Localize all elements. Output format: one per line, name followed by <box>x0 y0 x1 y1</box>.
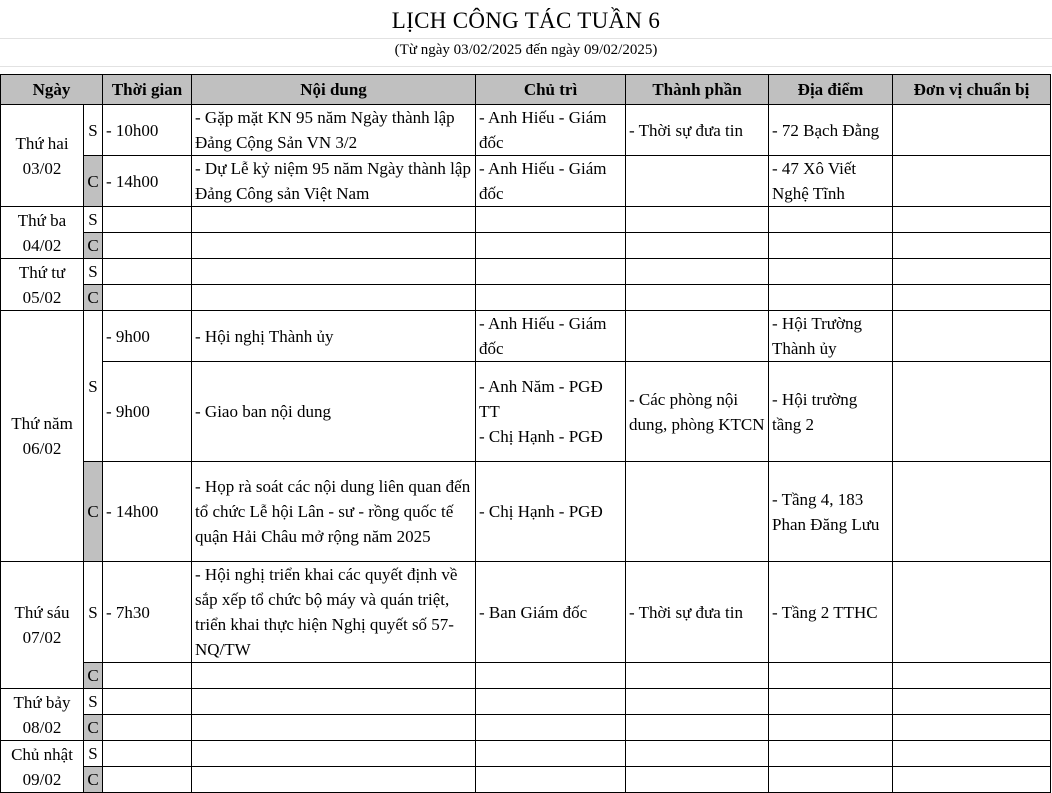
participants-cell: - Thời sự đưa tin <box>626 562 769 663</box>
day-cell <box>1 311 84 562</box>
table-row <box>1 156 1051 207</box>
session-afternoon: C <box>84 715 103 741</box>
header-time: Thời gian <box>103 75 192 105</box>
table-row <box>1 259 1051 285</box>
session-afternoon: C <box>84 285 103 311</box>
sheet-gridline <box>0 38 1052 39</box>
time-cell: - 9h00 <box>103 362 192 462</box>
day-date: 06/02 <box>22 439 62 458</box>
day-name: Thứ sáu <box>14 603 70 622</box>
host-line: - Chị Hạnh - PGĐ <box>479 427 603 446</box>
time-cell: - 14h00 <box>103 462 192 562</box>
session-afternoon: C <box>84 233 103 259</box>
table-row <box>1 562 1051 663</box>
day-name: Chủ nhật <box>11 744 73 764</box>
header-prep-unit: Đơn vị chuẩn bị <box>893 75 1051 105</box>
prep-cell <box>893 462 1051 562</box>
host-cell: - Anh Hiếu - Giám đốc <box>476 311 626 362</box>
day-cell <box>1 259 84 311</box>
header-row <box>1 75 1051 105</box>
content-cell: - Họp rà soát các nội dung liên quan đến tổ chức Lễ hội Lân - sư - rồng quốc tế quận Hải Châu mở rộng năm 2025 <box>192 462 476 562</box>
day-name: Thứ bảy <box>13 692 71 712</box>
participants-cell <box>626 156 769 207</box>
session-morning: S <box>84 105 103 156</box>
host-cell: - Anh Hiếu - Giám đốc <box>476 105 626 156</box>
table-row <box>1 233 1051 259</box>
table-row <box>1 285 1051 311</box>
host-cell <box>476 362 626 462</box>
day-date: 07/02 <box>22 628 62 647</box>
session-afternoon: C <box>84 156 103 207</box>
session-morning: S <box>84 562 103 663</box>
content-cell: - Giao ban nội dung <box>192 362 476 462</box>
table-row <box>1 462 1051 562</box>
day-cell <box>1 562 84 689</box>
day-date: 09/02 <box>22 769 62 789</box>
participants-cell: - Các phòng nội dung, phòng KTCN <box>626 362 769 462</box>
day-date: 04/02 <box>22 235 62 255</box>
host-line: - Anh Năm - PGĐ TT <box>479 377 603 421</box>
time-cell: - 10h00 <box>103 105 192 156</box>
time-cell: - 14h00 <box>103 156 192 207</box>
participants-cell <box>626 462 769 562</box>
day-date: 05/02 <box>22 287 62 307</box>
table-row <box>1 105 1051 156</box>
date-range-subtitle: (Từ ngày 03/02/2025 đến ngày 09/02/2025) <box>394 42 658 58</box>
schedule-table <box>0 74 1051 793</box>
location-cell: - Hội trường tầng 2 <box>769 362 893 462</box>
location-cell: - 47 Xô Viết Nghệ Tĩnh <box>769 156 893 207</box>
host-cell: - Anh Hiếu - Giám đốc <box>476 156 626 207</box>
prep-cell <box>893 562 1051 663</box>
header-location: Địa điểm <box>769 75 893 105</box>
content-cell: - Hội nghị Thành ủy <box>192 311 476 362</box>
participants-cell <box>626 311 769 362</box>
session-afternoon: C <box>84 462 103 562</box>
day-name: Thứ tư <box>18 262 66 282</box>
day-name: Thứ hai <box>15 133 69 153</box>
session-morning: S <box>84 689 103 715</box>
table-row <box>1 689 1051 715</box>
location-cell: - Tầng 4, 183 Phan Đăng Lưu <box>769 462 893 562</box>
day-name: Thứ ba <box>17 210 67 230</box>
table-row <box>1 715 1051 741</box>
day-cell <box>1 689 84 741</box>
sheet-gridline <box>0 66 1052 67</box>
location-cell: - 72 Bạch Đằng <box>769 105 893 156</box>
day-name: Thứ năm <box>11 414 73 433</box>
prep-cell <box>893 105 1051 156</box>
header-participants: Thành phần <box>626 75 769 105</box>
location-cell: - Tầng 2 TTHC <box>769 562 893 663</box>
session-morning: S <box>84 311 103 462</box>
host-cell: - Ban Giám đốc <box>476 562 626 663</box>
prep-cell <box>893 311 1051 362</box>
time-cell: - 9h00 <box>103 311 192 362</box>
header-day: Ngày <box>1 75 103 105</box>
day-cell <box>1 207 84 259</box>
header-host: Chủ trì <box>476 75 626 105</box>
session-morning: S <box>84 741 103 767</box>
header-content: Nội dung <box>192 75 476 105</box>
table-row <box>1 741 1051 767</box>
day-cell <box>1 105 84 207</box>
participants-cell: - Thời sự đưa tin <box>626 105 769 156</box>
day-date: 03/02 <box>22 158 62 178</box>
table-row <box>1 663 1051 689</box>
session-morning: S <box>84 207 103 233</box>
session-afternoon: C <box>84 767 103 793</box>
content-cell: - Gặp mặt KN 95 năm Ngày thành lập Đảng Cộng Sản VN 3/2 <box>192 105 476 156</box>
content-cell: - Hội nghị triển khai các quyết định về sắp xếp tổ chức bộ máy và quán triệt, triển khai thực hiện Nghị quyết số 57-NQ/TW <box>192 562 476 663</box>
prep-cell <box>893 156 1051 207</box>
table-row <box>1 311 1051 362</box>
content-cell: - Dự Lễ kỷ niệm 95 năm Ngày thành lập Đảng Công sản Việt Nam <box>192 156 476 207</box>
day-date: 08/02 <box>22 717 62 737</box>
session-afternoon: C <box>84 663 103 689</box>
time-cell: - 7h30 <box>103 562 192 663</box>
page-title: LỊCH CÔNG TÁC TUẦN 6 <box>391 8 661 33</box>
host-cell: - Chị Hạnh - PGĐ <box>476 462 626 562</box>
session-morning: S <box>84 259 103 285</box>
table-row <box>1 207 1051 233</box>
table-row <box>1 362 1051 462</box>
location-cell: - Hội Trường Thành ủy <box>769 311 893 362</box>
prep-cell <box>893 362 1051 462</box>
day-cell <box>1 741 84 793</box>
